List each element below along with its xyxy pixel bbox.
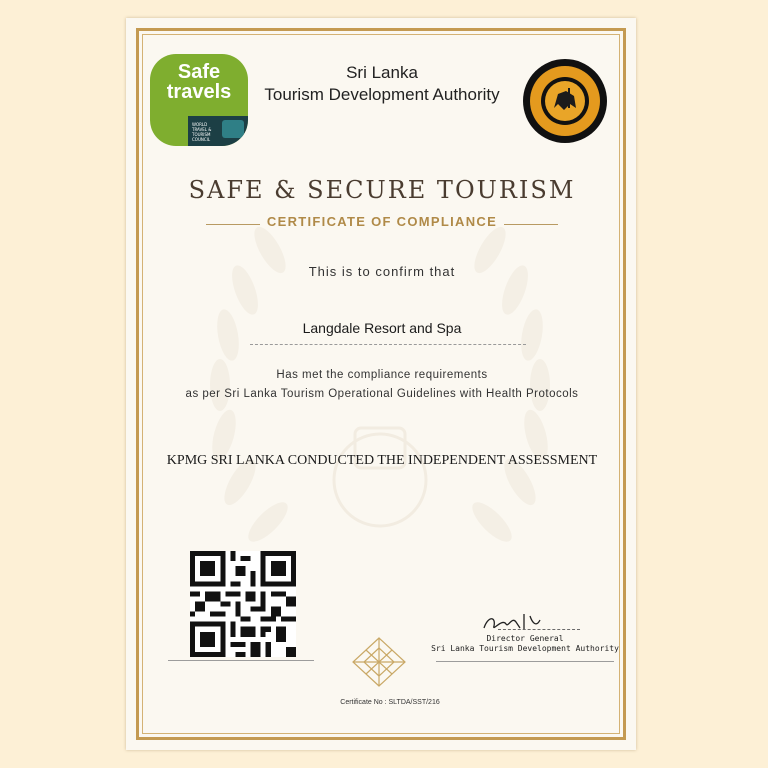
safe-travels-logo-text: Safe travels <box>166 61 232 103</box>
safe-travels-sticker <box>150 54 248 146</box>
flourish-left <box>206 224 260 225</box>
signatory-title: Director General <box>486 634 564 643</box>
recipient-divider <box>250 344 526 345</box>
confirm-text: This is to confirm that <box>308 264 456 279</box>
subtitle-row <box>200 214 564 238</box>
certificate-title: SAFE & SECURE TOURISM <box>188 176 576 204</box>
certificate-subtitle: CERTIFICATE OF COMPLIANCE <box>266 214 498 229</box>
compliance-text <box>150 366 614 404</box>
assessment-statement: KPMG SRI LANKA CONDUCTED THE INDEPENDENT ASSESSMENT <box>166 453 598 468</box>
partner-badge-icon <box>222 120 244 138</box>
qr-code-icon[interactable] <box>190 551 296 657</box>
recipient-name: Langdale Resort and Spa <box>302 320 462 336</box>
signatory-block <box>430 634 620 654</box>
authority-heading <box>246 62 518 106</box>
flourish-right <box>504 224 558 225</box>
certificate-number: Certificate No : SLTDA/SST/216 <box>340 699 440 706</box>
signature-dotted-line <box>498 629 580 630</box>
signature-underline <box>436 661 614 662</box>
authority-line1: Sri Lanka <box>346 63 418 82</box>
wttc-logo: WORLD TRAVEL & TOURISM COUNCIL <box>192 122 212 142</box>
compliance-line2: as per Sri Lanka Tourism Operational Guidelines with Health Protocols <box>185 388 579 400</box>
compliance-line1: Has met the compliance requirements <box>276 369 488 381</box>
signatory-org: Sri Lanka Tourism Development Authority <box>431 644 619 653</box>
authority-line2: Tourism Development Authority <box>264 85 500 104</box>
diamond-emblem-icon <box>350 636 408 688</box>
qr-underline <box>168 660 314 661</box>
sltda-seal-icon <box>522 58 608 144</box>
